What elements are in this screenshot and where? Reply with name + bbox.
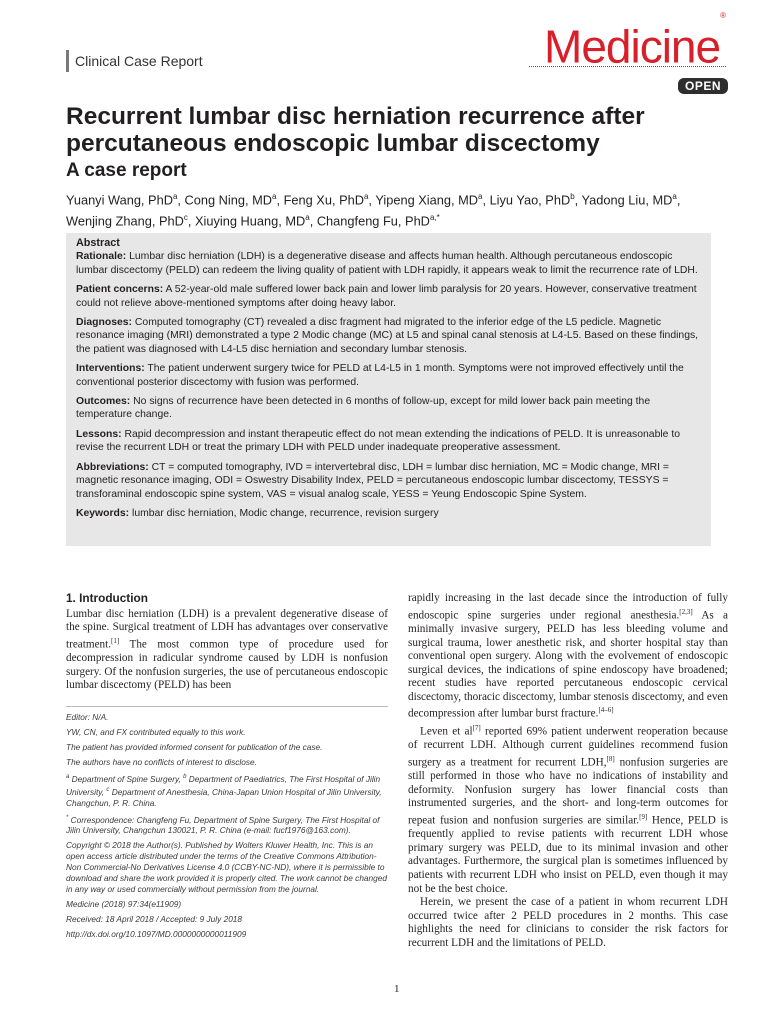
reference-link[interactable]: [7] <box>472 723 481 732</box>
author-affiliation-mark: a <box>672 192 677 201</box>
footnote-divider <box>66 706 388 707</box>
author-affiliation-mark: a <box>477 192 483 201</box>
intro-paragraph-2 <box>408 722 728 896</box>
reference-link[interactable]: [2,3] <box>679 607 693 616</box>
paragraph-text: nonfusion surgeries are still performed in those who have no indications of instability and deformity. Nonfusion surgery has lower financial costs than instrumented surgeries, and the short- and long-term outcomes for repeat fusion and nonfusion surgeries are similar. <box>408 756 728 827</box>
abstract-heading: Abstract <box>76 237 120 249</box>
author-name: Yuanyi Wang, PhD <box>66 192 173 208</box>
footnote-correspondence <box>66 813 388 837</box>
affiliation-text: Department of Paediatrics, The First Hospital of Jilin University, <box>66 773 381 797</box>
abstract-section <box>76 461 703 501</box>
author-name: Changfeng Fu, PhD <box>316 213 430 229</box>
abstract-section-label: Rationale: <box>76 251 127 263</box>
author-name: Yipeng Xiang, MD <box>375 192 478 208</box>
abstract-section-label: Outcomes: <box>76 396 131 408</box>
correspondence-mark: * <box>66 814 69 821</box>
reference-link[interactable]: [9] <box>639 812 648 821</box>
author-affiliation-mark: a <box>272 192 277 201</box>
author-name: Wenjing Zhang, PhD <box>66 213 184 229</box>
affiliation-text: Department of Anesthesia, China-Japan Union Hospital of Jilin University, Changchun, P. R. China. <box>66 786 382 808</box>
footnote-citation: Medicine (2018) 97:34(e11909) <box>66 899 182 910</box>
right-column <box>408 592 728 951</box>
footnote-consent: The patient has provided informed consent for publication of the case. <box>66 742 323 752</box>
correspondence-text: Correspondence: Changfeng Fu, Department of Spine Surgery, The First Hospital of Jilin University, Changchun 130021, P. R. China (e-mail: fucf1976@163.com). <box>66 814 380 836</box>
author-name: Cong Ning, MD <box>184 192 272 208</box>
author-affiliation-mark: a <box>305 213 310 223</box>
affiliation-text: Department of Spine Surgery, <box>69 773 184 784</box>
registered-mark: ® <box>720 11 726 20</box>
abstract-section <box>76 250 703 277</box>
author-name: Feng Xu, PhD <box>283 192 364 208</box>
footnote-editor: Editor: N/A. <box>66 712 109 722</box>
affiliation-mark: b <box>183 774 187 780</box>
author-name: Liyu Yao, PhD <box>489 192 571 208</box>
abstract-section-text: A 52-year-old male suffered lower back pain and lower limb paralysis for 20 years. However, conservative treatment could not relieve above-mentioned symptoms after doing heavy labor. <box>76 284 697 309</box>
left-column <box>66 592 388 693</box>
paragraph-text: rapidly increasing in the last decade since the introduction of fully endoscopic spine surgeries under regional anesthesia. <box>408 592 728 622</box>
author-affiliation-mark: a <box>363 192 369 201</box>
page-number: 1 <box>394 983 400 995</box>
footnote-copyright: Copyright © 2018 the Author(s). Published by Wolters Kluwer Health, Inc. This is an open access article distributed under the terms of the Creative Commons Attribution-Non Commercial-No Derivatives License 4.0 (CCBY-NC-ND), where it is permissible to download and share the work provided it is properly cited. The work cannot be changed in any way or used commercially without permission from the journal. <box>66 840 388 895</box>
footnote-equal-contribution: YW, CN, and FX contributed equally to this work. <box>66 727 246 737</box>
abstract-section <box>76 316 703 356</box>
abstract-section-text: CT = computed tomography, IVD = intervertebral disc, LDH = lumbar disc herniation, MC = Modic change, MRI = magnetic resonance imaging, ODI = Oswestry Disability Index, PELD = percutaneous endoscopic lumbar discectomy, TESSYS = transforaminal endoscopic spine system, VAS = visual analog scale, YESS = Yeung Endoscopic Spine System. <box>76 461 669 500</box>
abstract-section <box>76 362 703 389</box>
affiliation-mark: c <box>106 786 110 793</box>
footnote-conflicts: The authors have no conflicts of interest to disclose. <box>66 757 257 767</box>
author-affiliation-mark: a,* <box>429 213 440 223</box>
reference-link[interactable]: [4–6] <box>598 706 614 715</box>
author-name: Xiuying Huang, MD <box>194 213 306 229</box>
abstract-box <box>66 233 711 546</box>
footnote-doi[interactable]: http://dx.doi.org/10.1097/MD.0000000000011909 <box>66 929 247 940</box>
open-access-badge: OPEN <box>678 78 728 94</box>
intro-paragraph-1 <box>66 608 388 693</box>
abstract-section-text: Lumbar disc herniation (LDH) is a degenerative disease and affects human health. Although percutaneous endoscopic lumbar discectomy (PELD) can redeem the living quality of patient with LDH rapidly, it appears weak to limit the recurrence rate of LDH. <box>76 251 698 276</box>
abstract-section-text: Computed tomography (CT) revealed a disc fragment had migrated to the inferior edge of the L5 pedicle. Magnetic resonance imaging (MRI) demonstrated a type 2 Modic change (MC) at L5 and spinal canal stenosis at L4-L5. Based on these findings, the patient was diagnosed with L4-L5 disc herniation and secondary lumbar stenosis. <box>76 317 699 355</box>
paragraph-text: reported 69% patient underwent reoperation because of recurrent LDH. Although current guidelines recommend fusion surgery as a treatment for recurrent LDH, <box>408 725 728 769</box>
abstract-section-text: Rapid decompression and instant therapeutic effect do not mean extending the indications of PELD. It is unreasonable to revise the recurrent LDH or treat the primary LDH with PELD under inadequate preoperative assessment. <box>76 428 680 454</box>
abstract-section-label: Lessons: <box>76 428 122 440</box>
abstract-section <box>76 428 703 455</box>
abstract-section-label: Interventions: <box>76 363 145 375</box>
paragraph-text: Leven et al <box>420 725 473 738</box>
abstract-section <box>76 507 703 520</box>
header-divider <box>529 66 726 67</box>
introduction-heading: 1. Introduction <box>66 591 148 605</box>
abstract-section-label: Abbreviations: <box>76 461 149 473</box>
abstract-section-label: Diagnoses: <box>76 317 133 329</box>
author-affiliation-mark: a <box>172 192 178 201</box>
abstract-section-label: Keywords: <box>76 507 130 519</box>
intro-paragraph-1-cont <box>408 592 728 722</box>
section-label: Clinical Case Report <box>66 50 203 72</box>
reference-link[interactable]: [1] <box>111 636 120 645</box>
affiliation-mark: a <box>66 774 70 780</box>
article-subtitle: A case report <box>66 160 187 181</box>
footnote-affiliations <box>66 772 388 809</box>
journal-name: Medicine <box>544 20 721 73</box>
abstract-sections <box>76 250 703 520</box>
reference-link[interactable]: [8] <box>606 754 615 763</box>
footnotes <box>66 712 388 944</box>
footnote-dates: Received: 18 April 2018 / Accepted: 9 July 2018 <box>66 914 243 925</box>
abstract-section-text: lumbar disc herniation, Modic change, recurrence, revision surgery <box>132 507 439 519</box>
author-affiliation-mark: b <box>570 192 575 201</box>
abstract-section-text: The patient underwent surgery twice for PELD at L4-L5 in 1 month. Symptoms were not improved effectively until the conventional posterior discectomy with fusion was performed. <box>76 363 684 388</box>
paragraph-text: As a minimally invasive surgery, PELD has less bleeding volume and surgical trauma, lower anesthetic risk, and shorter hospital stay than conventional open surgery. Along with the evolvement of endoscopic surgical devices, the indications of spine endoscopy have broadened; recent studies have reported percutaneous endoscopic cervical discectomy, thoracic discectomy, lumbar stenosis discectomy, and even decompression after lumbar burst fracture. <box>408 609 729 721</box>
abstract-section <box>76 395 703 422</box>
author-name: Yadong Liu, MD <box>581 192 673 208</box>
author-list: Yuanyi Wang, PhD$^a$, Cong Ning, $MD^a$, Feng Xu, PhD$^a$, Yipeng Xiang, $MD^a$, Liyu Yao, PhD$^b$, Yadong Liu, $MD^a$, Wenjing Zhang, PhD$^c$, Xiuying Huang, $MD^a$, Changfeng Fu, PhD$^{a,*}$ <box>66 192 681 229</box>
journal-logo <box>544 11 726 73</box>
abstract-section-text: No signs of recurrence have been detected in 6 months of follow-up, except for mild lower back pain meeting the temperature change. <box>76 396 651 421</box>
abstract-section <box>76 283 703 310</box>
author-affiliation-mark: c <box>183 213 188 223</box>
paragraph-text: The most common type of procedure used for decompression in radicular syndrome caused by LDH is nonfusion surgery. Of the nonfusion surgeries, the use of percutaneous endoscopic lumbar discectomy (PELD) has been <box>66 638 388 692</box>
intro-paragraph-3: Herein, we present the case of a patient in whom recurrent LDH occurred twice after 2 PELD procedures in 2 months. This case highlights the need for clinicians to consider the risk factors for recurrent LDH and the limitations of PELD. <box>408 896 728 949</box>
abstract-section-label: Patient concerns: <box>76 284 164 296</box>
paragraph-text: Hence, PELD is frequently applied to revise patients with recurrent LDH whose primary surgery was PELD, due to its minimal invasion and other advantages. Furthermore, the surgical plan is sometimes influenced by patients with recurrent LDH who insist on PELD, even though it may not be the best choice. <box>408 814 728 895</box>
paragraph-text: Lumbar disc herniation (LDH) is a prevalent degenerative disease of the spine. Surgical treatment of LDH has advantages over conservative treatment. <box>66 607 388 651</box>
article-title: Recurrent lumbar disc herniation recurrence after percutaneous endoscopic lumbar discectomy <box>66 103 645 157</box>
